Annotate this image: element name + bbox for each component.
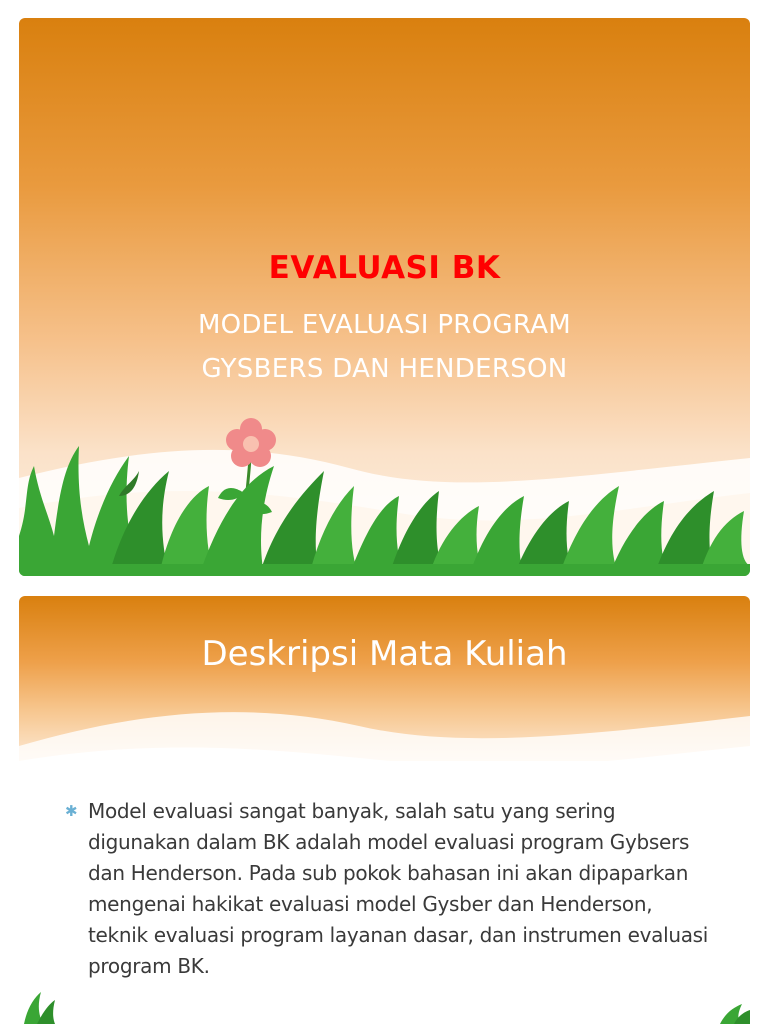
slide-title: EVALUASI BK — [268, 250, 501, 286]
title-slide — [19, 18, 750, 576]
bullet-list-item — [65, 796, 725, 982]
bullet-text: Model evaluasi sangat banyak, salah satu yang sering digunakan dalam BK adalah model evaluasi program Gybsers dan Henderson. Pada sub pokok bahasan ini akan dipaparkan mengenai hakikat evaluasi model Gysber dan Henderson, teknik evaluasi program layanan dasar, dan instrumen evaluasi program BK. — [88, 799, 709, 978]
grass-decoration — [19, 426, 750, 576]
header-wave-decoration — [19, 691, 750, 781]
content-slide — [19, 596, 750, 1024]
slide-subtitle-line1: MODEL EVALUASI PROGRAM — [197, 310, 572, 340]
corner-grass-right-decoration — [690, 984, 750, 1024]
slide-heading: Deskripsi Mata Kuliah — [201, 634, 568, 674]
corner-grass-left-decoration — [19, 984, 79, 1024]
asterisk-bullet-icon: ✱ — [65, 802, 78, 820]
slide-subtitle-line2: GYSBERS DAN HENDERSON — [201, 354, 568, 384]
